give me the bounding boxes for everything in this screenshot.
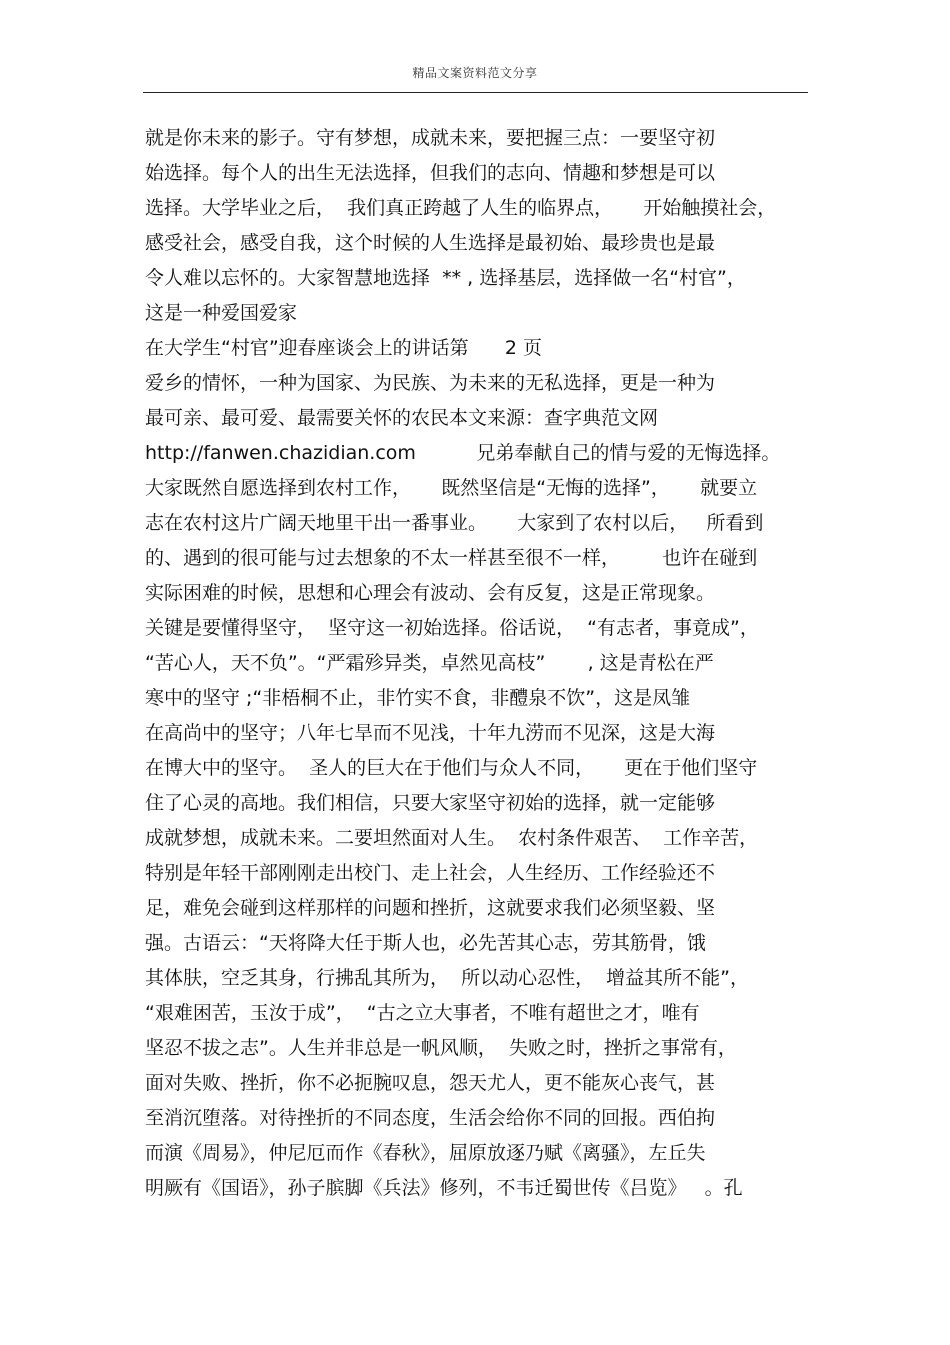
text-line: 的、遇到的很可能与过去想象的不太一样甚至很不一样， 也许在碰到 xyxy=(145,547,758,569)
text-line: 而演《周易》，仲尼厄而作《春秋》，屈原放逐乃赋《离骚》，左丘失 xyxy=(145,1142,706,1164)
text-line: 始选择。每个人的出生无法选择，但我们的志向、情趣和梦想是可以 xyxy=(145,162,716,184)
text-line: “苦心人，天不负”。“严霜殄异类，卓然见高枝” , 这是青松在严 xyxy=(145,652,714,674)
text-line: 最可亲、最可爱、最需要关怀的农民本文来源：查字典范文网 xyxy=(145,407,659,429)
text-line: 坚忍不拔之志”。人生并非总是一帆风顺， 失败之时，挫折之事常有， xyxy=(145,1037,737,1059)
text-line: 成就梦想，成就未来。二要坦然面对人生。 农村条件艰苦、 工作辛苦， xyxy=(145,827,759,849)
text-line: 明厥有《国语》，孙子膑脚《兵法》修列，不韦迁蜀世传《吕览》 。孔 xyxy=(145,1177,743,1199)
text-line: 住了心灵的高地。我们相信，只要大家坚守初始的选择，就一定能够 xyxy=(145,792,716,814)
text-line: 就是你未来的影子。守有梦想，成就未来，要把握三点：一要坚守初 xyxy=(145,127,716,149)
text-line: 关键是要懂得坚守， 坚守这一初始选择。俗话说， “有志者，事竟成”， xyxy=(145,617,759,639)
running-header: 精品文案资料范文分享 xyxy=(412,66,538,80)
text-line: 爱乡的情怀，一种为国家、为民族、为未来的无私选择，更是一种为 xyxy=(145,372,716,394)
text-line: 强。古语云：“天将降大任于斯人也，必先苦其心志，劳其筋骨，饿 xyxy=(145,932,706,954)
text-line: 感受社会，感受自我，这个时候的人生选择是最初始、最珍贵也是最 xyxy=(145,232,716,254)
text-line: 面对失败、挫折，你不必扼腕叹息，怨天尤人，更不能灰心丧气，甚 xyxy=(145,1072,716,1094)
text-line: 特别是年轻干部刚刚走出校门、走上社会，人生经历、工作经验还不 xyxy=(145,862,716,884)
text-line: 其体肤，空乏其身，行拂乱其所为， 所以动心忍性， 增益其所不能”， xyxy=(145,967,750,989)
text-line: 在高尚中的坚守；八年七旱而不见浅，十年九涝而不见深，这是大海 xyxy=(145,722,716,744)
text-line: 这是一种爱国爱家 xyxy=(145,302,298,324)
text-line: 志在农村这片广阔天地里干出一番事业。 大家到了农村以后， 所看到 xyxy=(145,512,764,534)
text-line: 实际困难的时候，思想和心理会有波动、会有反复，这是正常现象。 xyxy=(145,582,716,604)
text-line: 寒中的坚守 ;“非梧桐不止，非竹实不食，非醴泉不饮”，这是凤雏 xyxy=(145,687,691,709)
header-divider xyxy=(143,92,808,93)
page-footer-title: 在大学生“村官”迎春座谈会上的讲话第 2 页 xyxy=(145,337,543,359)
text-line: 令人难以忘怀的。大家智慧地选择 ** , 选择基层，选择做一名“村官”， xyxy=(145,267,746,289)
body-text xyxy=(145,121,810,1206)
text-line: 选择。大学毕业之后， 我们真正跨越了人生的临界点， 开始触摸社会， xyxy=(145,197,777,219)
text-line: “艰难困苦，玉汝于成”， “古之立大事者，不唯有超世之才，唯有 xyxy=(145,1002,700,1024)
source-url-line: http://fanwen.chazidian.com 兄弟奉献自己的情与爱的无悔选择。 xyxy=(145,442,781,464)
text-line: 大家既然自愿选择到农村工作， 既然坚信是“无悔的选择”， 就要立 xyxy=(145,477,758,499)
text-line: 足，难免会碰到这样那样的问题和挫折，这就要求我们必须坚毅、坚 xyxy=(145,897,716,919)
text-line: 在博大中的坚守。 圣人的巨大在于他们与众人不同， 更在于他们坚守 xyxy=(145,757,758,779)
text-line: 至消沉堕落。对待挫折的不同态度，生活会给你不同的回报。西伯拘 xyxy=(145,1107,716,1129)
